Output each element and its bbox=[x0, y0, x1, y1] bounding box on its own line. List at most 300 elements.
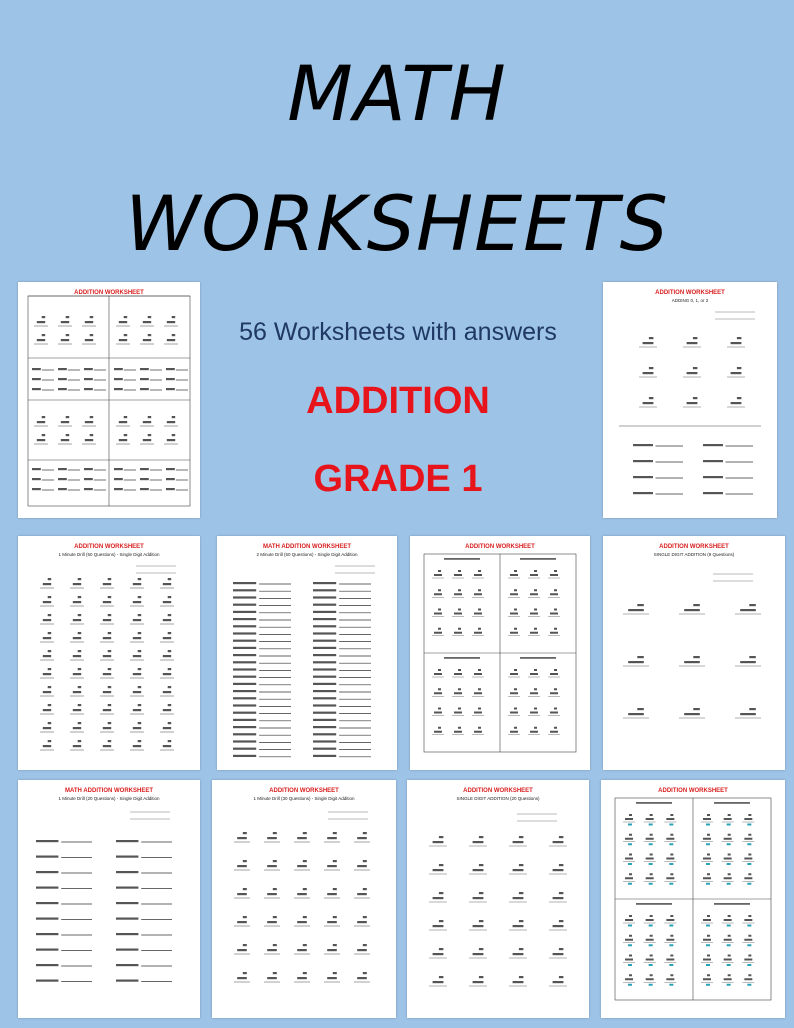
worksheet-mark bbox=[706, 863, 710, 865]
worksheet-mark bbox=[84, 488, 93, 490]
worksheet-mark bbox=[66, 316, 70, 318]
worksheet-mark bbox=[628, 609, 644, 611]
worksheet-mark bbox=[458, 628, 461, 630]
worksheet-mark bbox=[138, 614, 142, 616]
worksheet-mark bbox=[706, 925, 710, 927]
worksheet-mark bbox=[78, 596, 82, 598]
worksheet-mark bbox=[737, 337, 742, 339]
worksheet-mark bbox=[85, 421, 93, 423]
worksheet-mark bbox=[58, 468, 67, 470]
worksheet-mark bbox=[313, 683, 336, 685]
worksheet-mark bbox=[670, 935, 673, 937]
worksheet-mark bbox=[116, 856, 138, 858]
worksheet-mark bbox=[550, 692, 558, 694]
worksheet-mark bbox=[172, 334, 176, 336]
worksheet-mark bbox=[684, 609, 700, 611]
worksheet-mark bbox=[43, 745, 51, 747]
worksheet-mark bbox=[479, 920, 484, 922]
worksheet-mark bbox=[233, 668, 256, 670]
worksheet-mark bbox=[163, 601, 171, 603]
worksheet-mark bbox=[243, 860, 247, 862]
worksheet-mark bbox=[103, 655, 111, 657]
worksheet-mark bbox=[693, 604, 700, 606]
worksheet-mark bbox=[73, 745, 81, 747]
worksheet-mark bbox=[133, 727, 141, 729]
worksheet-mark bbox=[233, 625, 256, 627]
worksheet-mark bbox=[108, 614, 112, 616]
worksheet-mark bbox=[103, 691, 111, 693]
worksheet-mark bbox=[649, 863, 653, 865]
worksheet-mark bbox=[744, 877, 752, 879]
worksheet-thumbnail bbox=[18, 282, 200, 518]
worksheet-mark bbox=[61, 421, 69, 423]
worksheet-content bbox=[603, 536, 785, 770]
worksheet-mark bbox=[48, 668, 52, 670]
worksheet-mark bbox=[554, 570, 557, 572]
worksheet-mark bbox=[166, 368, 175, 370]
worksheet-mark bbox=[458, 570, 461, 572]
worksheet-mark bbox=[66, 434, 70, 436]
worksheet-mark bbox=[478, 570, 481, 572]
worksheet-mark bbox=[433, 981, 444, 983]
worksheet-mark bbox=[84, 388, 93, 390]
worksheet-mark bbox=[554, 708, 557, 710]
worksheet-mark bbox=[646, 919, 654, 921]
worksheet-mark bbox=[703, 460, 723, 462]
worksheet-mark bbox=[313, 740, 336, 742]
worksheet-mark bbox=[514, 570, 517, 572]
worksheet-mark bbox=[303, 916, 307, 918]
worksheet-mark bbox=[706, 944, 710, 946]
worksheet-subheading: SINGLE DIGIT ADDITION (20 Questions) bbox=[456, 796, 540, 801]
worksheet-mark bbox=[303, 944, 307, 946]
worksheet-mark bbox=[643, 402, 654, 404]
worksheet-mark bbox=[267, 865, 277, 867]
worksheet-mark bbox=[559, 836, 564, 838]
worksheet-mark bbox=[649, 925, 653, 927]
worksheet-mark bbox=[519, 976, 524, 978]
worksheet-mark bbox=[530, 692, 538, 694]
worksheet-mark bbox=[553, 953, 564, 955]
worksheet-mark bbox=[108, 632, 112, 634]
worksheet-mark bbox=[116, 980, 138, 982]
worksheet-mark bbox=[116, 933, 138, 935]
worksheet-mark bbox=[237, 977, 247, 979]
worksheet-mark bbox=[554, 609, 557, 611]
worksheet-mark bbox=[474, 673, 482, 675]
worksheet-mark bbox=[458, 669, 461, 671]
worksheet-mark bbox=[313, 589, 336, 591]
worksheet-mark bbox=[303, 860, 307, 862]
worksheet-mark bbox=[438, 628, 441, 630]
worksheet-mark bbox=[629, 814, 632, 816]
worksheet-mark bbox=[748, 834, 751, 836]
worksheet-mark bbox=[643, 342, 654, 344]
worksheet-mark bbox=[78, 722, 82, 724]
worksheet-mark bbox=[625, 818, 633, 820]
worksheet-mark bbox=[513, 841, 524, 843]
worksheet-mark bbox=[534, 688, 537, 690]
worksheet-mark bbox=[233, 661, 256, 663]
worksheet-mark bbox=[233, 748, 256, 750]
worksheet-mark bbox=[32, 468, 41, 470]
worksheet-mark bbox=[514, 727, 517, 729]
title-line-2: WORKSHEETS bbox=[125, 179, 669, 268]
worksheet-mark bbox=[433, 869, 444, 871]
worksheet-mark bbox=[669, 863, 673, 865]
worksheet-mark bbox=[73, 727, 81, 729]
worksheet-mark bbox=[703, 858, 711, 860]
worksheet-thumbnail bbox=[217, 536, 397, 770]
worksheet-mark bbox=[48, 686, 52, 688]
worksheet-mark bbox=[133, 745, 141, 747]
worksheet-mark bbox=[133, 655, 141, 657]
worksheet-mark bbox=[670, 915, 673, 917]
worksheet-mark bbox=[728, 935, 731, 937]
worksheet-mark bbox=[327, 949, 337, 951]
worksheet-mark bbox=[649, 843, 653, 845]
worksheet-mark bbox=[519, 948, 524, 950]
worksheet-mark bbox=[703, 919, 711, 921]
worksheet-mark bbox=[327, 865, 337, 867]
worksheet-mark bbox=[148, 434, 152, 436]
worksheet-mark bbox=[513, 953, 524, 955]
worksheet-mark bbox=[550, 712, 558, 714]
worksheet-mark bbox=[36, 964, 58, 966]
worksheet-mark bbox=[513, 869, 524, 871]
worksheet-mark bbox=[693, 337, 698, 339]
worksheet-mark bbox=[514, 669, 517, 671]
worksheet-mark bbox=[78, 686, 82, 688]
worksheet-mark bbox=[108, 722, 112, 724]
worksheet-mark bbox=[140, 368, 149, 370]
worksheet-mark bbox=[629, 854, 632, 856]
worksheet-mark bbox=[73, 709, 81, 711]
worksheet-mark bbox=[114, 488, 123, 490]
worksheet-mark bbox=[313, 704, 336, 706]
worksheet-mark bbox=[273, 860, 277, 862]
worksheet-mark bbox=[550, 593, 558, 595]
worksheet-mark bbox=[670, 873, 673, 875]
worksheet-mark bbox=[114, 478, 123, 480]
worksheet-mark bbox=[313, 596, 336, 598]
worksheet-mark bbox=[559, 892, 564, 894]
worksheet-mark bbox=[138, 704, 142, 706]
worksheet-mark bbox=[36, 980, 58, 982]
worksheet-mark bbox=[646, 838, 654, 840]
worksheet-mark bbox=[90, 334, 94, 336]
worksheet-mark bbox=[166, 478, 175, 480]
worksheet-subheading: 1 Minute Drill (20 Questions) - Single Digit Addition bbox=[58, 796, 160, 801]
worksheet-mark bbox=[233, 719, 256, 721]
worksheet-mark bbox=[670, 974, 673, 976]
worksheet-content bbox=[603, 282, 777, 518]
worksheet-mark bbox=[454, 593, 462, 595]
worksheet-mark bbox=[36, 887, 58, 889]
worksheet-heading: ADDITION WORKSHEET bbox=[74, 544, 144, 550]
worksheet-mark bbox=[61, 339, 69, 341]
worksheet-mark bbox=[43, 709, 51, 711]
worksheet-mark bbox=[625, 877, 633, 879]
worksheet-mark bbox=[433, 925, 444, 927]
worksheet-mark bbox=[731, 342, 742, 344]
worksheet-mark bbox=[749, 604, 756, 606]
worksheet-mark bbox=[438, 688, 441, 690]
worksheet-mark bbox=[116, 871, 138, 873]
worksheet-mark bbox=[649, 824, 653, 826]
worksheet-mark bbox=[439, 948, 444, 950]
worksheet-mark bbox=[510, 574, 518, 576]
worksheet-subheading: 1 Minute Drill (50 Questions) - Single Digit Addition bbox=[58, 552, 160, 557]
worksheet-mark bbox=[78, 650, 82, 652]
worksheet-mark bbox=[273, 916, 277, 918]
worksheet-mark bbox=[747, 843, 751, 845]
worksheet-mark bbox=[124, 434, 128, 436]
worksheet-mark bbox=[724, 818, 732, 820]
worksheet-mark bbox=[138, 596, 142, 598]
worksheet-mark bbox=[116, 918, 138, 920]
worksheet-mark bbox=[714, 802, 750, 804]
worksheet-thumbnail bbox=[18, 780, 200, 1018]
worksheet-mark bbox=[58, 478, 67, 480]
worksheet-mark bbox=[73, 691, 81, 693]
worksheet-thumbnail bbox=[603, 536, 785, 770]
worksheet-mark bbox=[313, 647, 336, 649]
worksheet-mark bbox=[650, 974, 653, 976]
topic-heading: ADDITION bbox=[306, 380, 490, 422]
worksheet-mark bbox=[172, 316, 176, 318]
worksheet-mark bbox=[32, 368, 41, 370]
worksheet-mark bbox=[687, 402, 698, 404]
worksheet-mark bbox=[143, 439, 151, 441]
worksheet-mark bbox=[36, 949, 58, 951]
worksheet-mark bbox=[703, 818, 711, 820]
worksheet-mark bbox=[554, 727, 557, 729]
worksheet-mark bbox=[510, 613, 518, 615]
worksheet-mark bbox=[439, 892, 444, 894]
worksheet-mark bbox=[357, 837, 367, 839]
worksheet-mark bbox=[625, 959, 633, 961]
worksheet-mark bbox=[637, 604, 644, 606]
worksheet-mark bbox=[740, 713, 756, 715]
worksheet-mark bbox=[168, 650, 172, 652]
worksheet-mark bbox=[233, 683, 256, 685]
worksheet-mark bbox=[693, 367, 698, 369]
worksheet-mark bbox=[138, 722, 142, 724]
worksheet-mark bbox=[553, 925, 564, 927]
worksheet-mark bbox=[42, 434, 46, 436]
worksheet-mark bbox=[166, 488, 175, 490]
worksheet-mark bbox=[103, 583, 111, 585]
worksheet-mark bbox=[163, 745, 171, 747]
worksheet-mark bbox=[530, 593, 538, 595]
worksheet-mark bbox=[438, 708, 441, 710]
worksheet-mark bbox=[297, 893, 307, 895]
worksheet-mark bbox=[267, 949, 277, 951]
worksheet-mark bbox=[519, 892, 524, 894]
worksheet-mark bbox=[168, 668, 172, 670]
worksheet-mark bbox=[744, 858, 752, 860]
worksheet-mark bbox=[550, 673, 558, 675]
worksheet-mark bbox=[747, 984, 751, 986]
worksheet-mark bbox=[78, 578, 82, 580]
worksheet-mark bbox=[747, 863, 751, 865]
worksheet-mark bbox=[237, 893, 247, 895]
worksheet-mark bbox=[168, 722, 172, 724]
worksheet-mark bbox=[553, 981, 564, 983]
worksheet-content bbox=[410, 536, 590, 770]
worksheet-mark bbox=[124, 316, 128, 318]
worksheet-mark bbox=[166, 468, 175, 470]
worksheet-mark bbox=[43, 727, 51, 729]
worksheet-mark bbox=[628, 883, 632, 885]
worksheet-mark bbox=[237, 949, 247, 951]
worksheet-mark bbox=[625, 858, 633, 860]
worksheet-mark bbox=[458, 727, 461, 729]
worksheet-mark bbox=[625, 978, 633, 980]
worksheet-mark bbox=[103, 673, 111, 675]
worksheet-mark bbox=[534, 609, 537, 611]
worksheet-content bbox=[18, 282, 200, 518]
worksheet-mark bbox=[313, 640, 336, 642]
worksheet-mark bbox=[168, 686, 172, 688]
worksheet-mark bbox=[237, 921, 247, 923]
worksheet-mark bbox=[58, 368, 67, 370]
worksheet-mark bbox=[243, 888, 247, 890]
worksheet-mark bbox=[550, 574, 558, 576]
worksheet-mark bbox=[474, 574, 482, 576]
worksheet-mark bbox=[628, 925, 632, 927]
worksheet-mark bbox=[724, 858, 732, 860]
worksheet-mark bbox=[36, 840, 58, 842]
worksheet-mark bbox=[478, 609, 481, 611]
worksheet-mark bbox=[554, 688, 557, 690]
worksheet-content bbox=[217, 536, 397, 770]
worksheet-mark bbox=[744, 919, 752, 921]
worksheet-mark bbox=[357, 977, 367, 979]
worksheet-mark bbox=[510, 593, 518, 595]
worksheet-mark bbox=[478, 628, 481, 630]
worksheet-mark bbox=[454, 673, 462, 675]
worksheet-mark bbox=[143, 421, 151, 423]
worksheet-mark bbox=[43, 583, 51, 585]
worksheet-mark bbox=[478, 669, 481, 671]
worksheet-mark bbox=[479, 836, 484, 838]
worksheet-mark bbox=[116, 949, 138, 951]
worksheet-mark bbox=[748, 935, 751, 937]
worksheet-mark bbox=[84, 478, 93, 480]
worksheet-mark bbox=[649, 883, 653, 885]
worksheet-mark bbox=[297, 837, 307, 839]
title-line-1: MATH bbox=[287, 49, 507, 138]
worksheet-mark bbox=[434, 712, 442, 714]
worksheet-mark bbox=[625, 919, 633, 921]
worksheet-subheading: 1 Minute Drill (30 Questions) - Single Digit Addition bbox=[253, 796, 355, 801]
worksheet-mark bbox=[628, 863, 632, 865]
worksheet-mark bbox=[747, 824, 751, 826]
worksheet-mark bbox=[514, 628, 517, 630]
worksheet-mark bbox=[84, 378, 93, 380]
worksheet-mark bbox=[474, 712, 482, 714]
worksheet-mark bbox=[669, 883, 673, 885]
worksheet-mark bbox=[73, 619, 81, 621]
worksheet-mark bbox=[114, 378, 123, 380]
worksheet-mark bbox=[724, 978, 732, 980]
worksheet-mark bbox=[163, 583, 171, 585]
worksheet-mark bbox=[168, 578, 172, 580]
worksheet-mark bbox=[140, 478, 149, 480]
worksheet-mark bbox=[479, 948, 484, 950]
worksheet-mark bbox=[554, 589, 557, 591]
worksheet-mark bbox=[478, 688, 481, 690]
worksheet-mark bbox=[267, 837, 277, 839]
worksheet-mark bbox=[554, 669, 557, 671]
worksheet-mark bbox=[103, 637, 111, 639]
worksheet-mark bbox=[140, 488, 149, 490]
worksheet-mark bbox=[168, 596, 172, 598]
worksheet-content bbox=[212, 780, 396, 1018]
worksheet-mark bbox=[363, 832, 367, 834]
worksheet-mark bbox=[514, 609, 517, 611]
worksheet-mark bbox=[550, 731, 558, 733]
worksheet-mark bbox=[530, 731, 538, 733]
worksheet-mark bbox=[684, 713, 700, 715]
worksheet-mark bbox=[646, 959, 654, 961]
worksheet-mark bbox=[559, 948, 564, 950]
worksheet-mark bbox=[36, 871, 58, 873]
worksheet-mark bbox=[327, 893, 337, 895]
worksheet-heading: ADDITION WORKSHEET bbox=[269, 788, 339, 794]
worksheet-mark bbox=[233, 654, 256, 656]
worksheet-mark bbox=[233, 640, 256, 642]
worksheet-mark bbox=[628, 984, 632, 986]
worksheet-heading: MATH ADDITION WORKSHEET bbox=[65, 788, 153, 794]
worksheet-mark bbox=[693, 397, 698, 399]
worksheet-mark bbox=[629, 955, 632, 957]
worksheet-mark bbox=[143, 339, 151, 341]
worksheet-mark bbox=[474, 731, 482, 733]
worksheet-mark bbox=[313, 755, 336, 757]
worksheet-mark bbox=[42, 416, 46, 418]
worksheet-mark bbox=[163, 655, 171, 657]
worksheet-mark bbox=[138, 650, 142, 652]
worksheet-mark bbox=[363, 860, 367, 862]
worksheet-mark bbox=[534, 628, 537, 630]
worksheet-mark bbox=[646, 877, 654, 879]
worksheet-mark bbox=[650, 834, 653, 836]
worksheet-mark bbox=[510, 673, 518, 675]
worksheet-mark bbox=[669, 964, 673, 966]
worksheet-mark bbox=[433, 841, 444, 843]
worksheet-mark bbox=[42, 334, 46, 336]
worksheet-mark bbox=[646, 818, 654, 820]
worksheet-mark bbox=[748, 814, 751, 816]
worksheet-mark bbox=[553, 869, 564, 871]
worksheet-mark bbox=[73, 601, 81, 603]
worksheet-mark bbox=[43, 673, 51, 675]
worksheet-mark bbox=[333, 916, 337, 918]
worksheet-mark bbox=[553, 841, 564, 843]
worksheet-mark bbox=[167, 421, 175, 423]
worksheet-mark bbox=[438, 669, 441, 671]
worksheet-mark bbox=[168, 704, 172, 706]
worksheet-mark bbox=[444, 657, 480, 659]
worksheet-mark bbox=[649, 944, 653, 946]
worksheet-mark bbox=[458, 688, 461, 690]
worksheet-mark bbox=[333, 972, 337, 974]
worksheet-mark bbox=[439, 920, 444, 922]
worksheet-mark bbox=[32, 488, 41, 490]
